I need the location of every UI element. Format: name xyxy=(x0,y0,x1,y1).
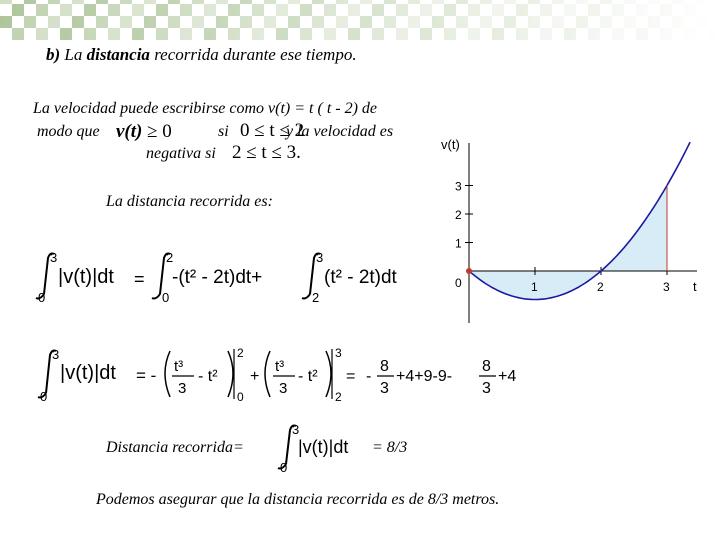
eq2-int-upper: 3 xyxy=(52,347,60,362)
cond-lhs: v(t) xyxy=(116,121,143,142)
range-positive: 0 ≤ t ≤ 2 xyxy=(240,120,305,141)
distance-label: La distancia recorrida es: xyxy=(106,193,273,210)
equation-2 xyxy=(32,343,522,405)
eq3-int-lower: 0 xyxy=(280,460,288,474)
eq1-int-lower: 0 xyxy=(38,290,46,305)
eq1-b-body: (t² - 2t)dt xyxy=(324,267,397,288)
eq1-integrand: |v(t)|dt xyxy=(58,266,114,288)
heading-bold-word: distancia xyxy=(86,45,150,64)
eq1-a-upper: 2 xyxy=(166,250,174,265)
eq1-b-upper: 3 xyxy=(316,250,324,265)
eq2-plus: + xyxy=(250,368,260,385)
eq2-eval1-upper: 2 xyxy=(237,346,244,360)
eq2-minus-sign: - xyxy=(366,368,372,385)
cond-rel: ≥ 0 xyxy=(147,121,172,142)
y-tick-label: 0 xyxy=(455,276,462,290)
eq3-integrand: |v(t)|dt xyxy=(298,437,349,457)
eq1-a-lower: 0 xyxy=(162,290,170,305)
eq2-equals2: = xyxy=(346,368,356,385)
section-heading xyxy=(46,45,357,65)
origin-marker xyxy=(466,268,472,274)
x-tick-label: 1 xyxy=(531,280,538,294)
velocity-graph xyxy=(437,133,717,325)
eq3-label: Distancia recorrida= xyxy=(106,439,244,456)
intro-line-2-end: y la velocidad es xyxy=(286,123,394,140)
range-negative: 2 ≤ t ≤ 3. xyxy=(232,142,301,163)
eq2-minus-t2b: - t² xyxy=(298,368,318,385)
eq2-r-end: +4 xyxy=(498,368,517,385)
intro-si: si xyxy=(218,123,229,140)
eq3-int-upper: 3 xyxy=(292,422,300,437)
eq2-equals: = - xyxy=(136,366,157,385)
eq2-frac2-den: 3 xyxy=(279,380,288,397)
eq2-frac2-num: t³ xyxy=(275,358,285,375)
x-tick-label: 3 xyxy=(663,280,670,294)
eq2-r2-den: 3 xyxy=(482,380,491,397)
eq2-r2-num: 8 xyxy=(482,358,491,375)
conclusion: Podemos asegurar que la distancia recorrida es de 8/3 metros. xyxy=(96,491,500,508)
condition-velocity-nonnegative xyxy=(116,121,172,143)
eq2-r1-den: 3 xyxy=(380,380,389,397)
y-axis-label: v(t) xyxy=(441,137,460,152)
heading-prefix: b) xyxy=(46,45,61,64)
eq2-int-lower: 0 xyxy=(40,389,48,404)
eq2-frac1-num: t³ xyxy=(174,358,184,375)
equation-1 xyxy=(30,248,430,306)
equation-3 xyxy=(272,420,368,474)
heading-pre: La xyxy=(64,45,87,64)
eq1-b-lower: 2 xyxy=(312,290,320,305)
heading-rest: recorrida durante ese tiempo. xyxy=(149,45,357,64)
decorative-corner-pattern xyxy=(0,0,720,40)
x-axis-label: t xyxy=(693,279,697,294)
eq2-eval2-upper: 3 xyxy=(335,346,342,360)
eq1-int-upper: 3 xyxy=(50,250,58,265)
eq2-integrand: |v(t)|dt xyxy=(60,362,116,384)
eq3-result: = 8/3 xyxy=(372,439,408,456)
x-tick-label: 2 xyxy=(597,280,604,294)
intro-line-1: La velocidad puede escribirse como v(t) = t ( t - 2) de xyxy=(33,100,378,117)
eq2-r-mid: +4+9-9- xyxy=(396,368,453,385)
eq2-minus-t2: - t² xyxy=(198,368,218,385)
eq2-frac1-den: 3 xyxy=(178,380,187,397)
eq1-a-body: -(t² - 2t)dt+ xyxy=(172,267,263,288)
y-tick-label: 1 xyxy=(455,236,462,251)
y-tick-label: 3 xyxy=(455,179,462,194)
eq1-equals: = xyxy=(134,269,145,289)
eq2-eval1-lower: 0 xyxy=(237,390,244,404)
y-tick-label: 2 xyxy=(455,208,462,222)
intro-line-3-start: negativa si xyxy=(146,145,216,162)
eq2-eval2-lower: 2 xyxy=(335,390,342,404)
eq2-r1-num: 8 xyxy=(380,358,389,375)
intro-line-2-start: modo que xyxy=(37,123,100,140)
